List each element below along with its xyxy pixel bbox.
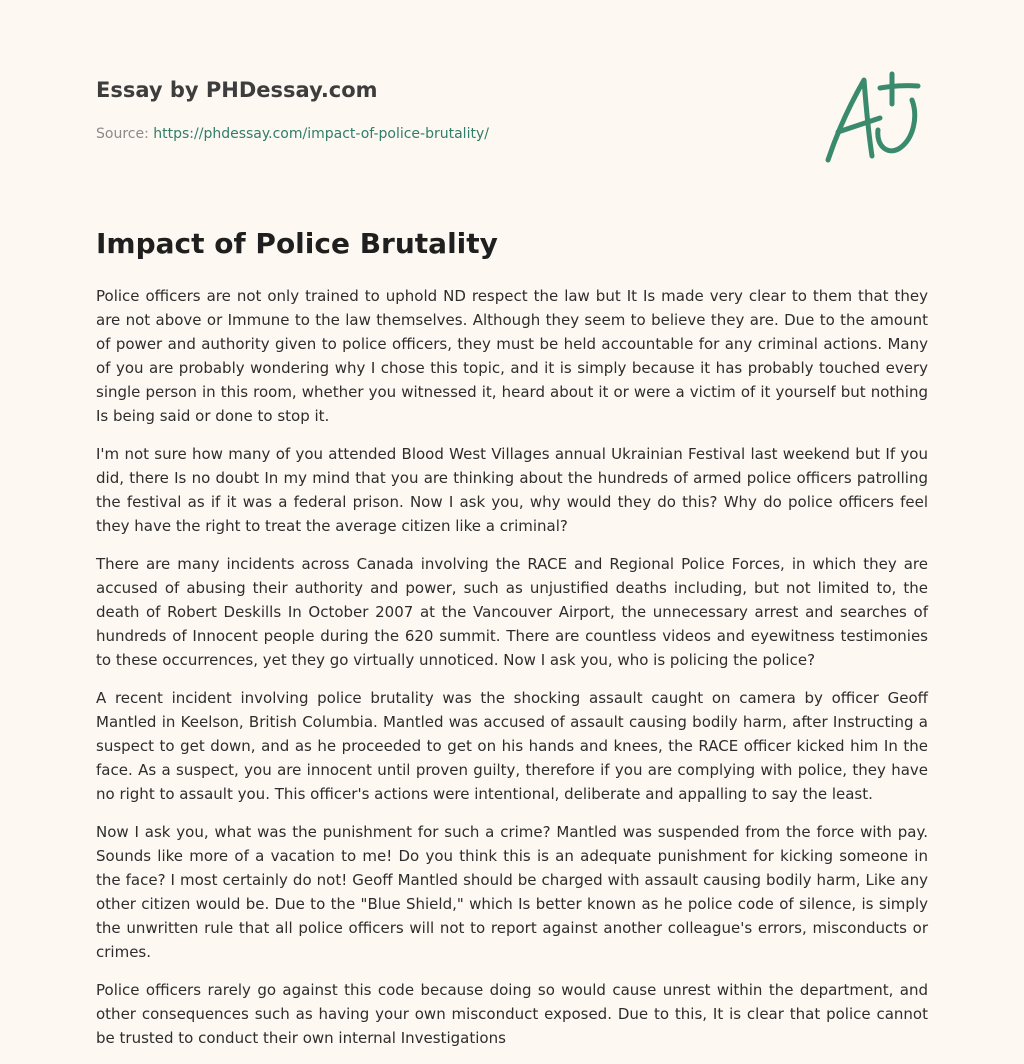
essay-paragraph: Police officers rarely go against this code because doing so would cause unrest within the department, and other consequences such as having your own misconduct exposed. Due to this, It is clear that police cannot be trusted to conduct their own internal Investigations [96, 981, 928, 1047]
source-line [96, 124, 716, 144]
essay-title: Impact of Police Brutality [96, 227, 498, 260]
source-link[interactable]: https://phdessay.com/impact-of-police-brutality/ [153, 126, 489, 142]
essay-paragraph: I'm not sure how many of you attended Blood West Villages annual Ukrainian Festival last weekend but If you did, there Is no doubt In my mind that you are thinking about the hundreds of armed police officers patrolling the festival as if it was a federal prison. Now I ask you, why would they do this? Why do police officers feel they have the right to treat the average citizen like a criminal? [96, 445, 928, 535]
essay-paragraph: There are many incidents across Canada involving the RACE and Regional Police Forces, in which they are accused of abusing their authority and power, such as unjustified deaths including, but not limited to, the death of Robert Deskills In October 2007 at the Vancouver Airport, the unnecessary arrest and searches of hundreds of Innocent people during the 620 summit. There are countless videos and eyewitness testimonies to these occurrences, yet they go virtually unnoticed. Now I ask you, who is policing the police? [96, 555, 928, 669]
a-plus-grade-icon [818, 66, 930, 168]
essay-header [96, 76, 716, 144]
source-label: Source: [96, 126, 149, 142]
brand-title: Essay by PHDessay.com [96, 78, 378, 102]
essay-paragraph: Police officers are not only trained to uphold ND respect the law but It Is made very clear to them that they are not above or Immune to the law themselves. Although they seem to believe they are. Due to the amount of power and authority given to police officers, they must be held accountable for any criminal actions. Many of you are probably wondering why I chose this topic, and it is simply because it has probably touched every single person in this room, whether you witnessed it, heard about it or were a victim of it yourself but nothing Is being said or done to stop it. [96, 287, 928, 425]
essay-paragraph: Now I ask you, what was the punishment for such a crime? Mantled was suspended from the force with pay. Sounds like more of a vacation to me! Do you think this is an adequate punishment for kicking someone in the face? I most certainly do not! Geoff Mantled should be charged with assault causing bodily harm, Like any other citizen would be. Due to the "Blue Shield," which Is better known as he police code of silence, is simply the unwritten rule that all police officers will not to report against another colleague's errors, misconducts or crimes. [96, 823, 928, 961]
essay-paragraph: A recent incident involving police brutality was the shocking assault caught on camera by officer Geoff Mantled in Keelson, British Columbia. Mantled was accused of assault causing bodily harm, after Instructing a suspect to get down, and as he proceeded to get on his hands and knees, the RACE officer kicked him In the face. As a suspect, you are innocent until proven guilty, therefore if you are complying with police, they have no right to assault you. This officer's actions were intentional, deliberate and appalling to say the least. [96, 689, 928, 803]
essay-content [96, 224, 928, 1064]
